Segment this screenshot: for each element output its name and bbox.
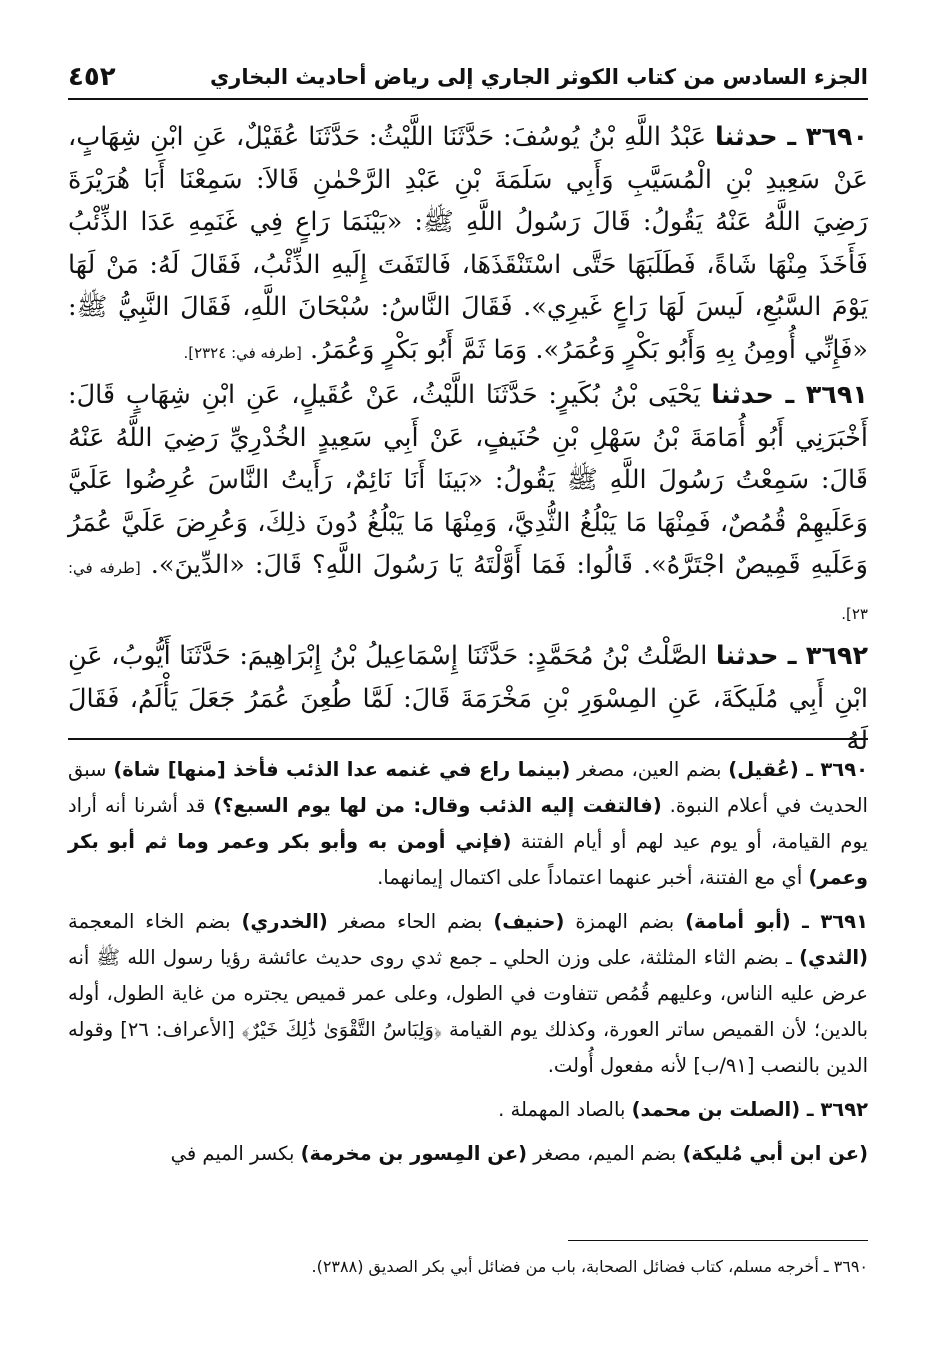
commentary-term: (الخدري) xyxy=(241,910,328,933)
running-title: الجزء السادس من كتاب الكوثر الجاري إلى رياض أحاديث البخاري xyxy=(210,65,868,89)
commentary-3692 xyxy=(68,1092,868,1128)
commentary-text: سبق الحديث في أعلام النبوة. xyxy=(68,758,868,817)
commentary-term: (فإني أومن به وأبو بكر وعمر وما ثم أبو بكر وعمر) xyxy=(68,830,868,889)
commentary-block xyxy=(68,752,868,1180)
hadith-3690 xyxy=(68,116,868,374)
commentary-text: بضم الميم، مصغر xyxy=(527,1142,683,1165)
commentary-3691 xyxy=(68,904,868,1084)
footnote: ٣٦٩٠ ـ أخرجه مسلم، كتاب فضائل الصحابة، باب من فضائل أبي بكر الصديق (٢٣٨٨). xyxy=(311,1257,868,1276)
commentary-text: بالصاد المهملة . xyxy=(498,1098,632,1121)
commentary-term: (فالتفت إليه الذئب وقال: من لها يوم السبع؟) xyxy=(213,794,662,817)
commentary-text: بكسر الميم في xyxy=(170,1142,301,1165)
commentary-term: (حنيف) xyxy=(493,910,565,933)
hadith-text-block xyxy=(68,116,868,763)
commentary-term: ٣٦٩٠ ـ (عُقيل) xyxy=(728,758,869,781)
hadith-number: ٣٦٩٢ ـ حدثنا xyxy=(715,641,869,671)
commentary-term: (عن ابن أبي مُليكة) xyxy=(682,1142,868,1165)
commentary-text: ـ بضم الثاء المثلثة، على وزن الحلي ـ جمع ثدي روى حديث عائشة رؤيا رسول الله ﷺ أنه عرض عليه الناس، وعليهم قُمُص تتفاوت في الطول، وعلى عمر قميص يجتره من غاية الطول، أوله بالدين؛ لأن القميص ساتر العورة، وكذلك يوم القيامة ﴿وَلِبَاسُ التَّقْوَىٰ ذَٰلِكَ خَيْرٌ﴾ [الأعراف: ٢٦] وقوله الدين بالنصب [٩١/ب] لأنه مفعول أُولت. xyxy=(68,946,869,1077)
footnote-rule xyxy=(568,1240,868,1241)
hadith-body: يَحْيَى بْنُ بُكَيرٍ: حَدَّثَنَا اللَّيْثُ، عَنْ عُقَيلٍ، عَنِ ابْنِ شِهَابٍ قَالَ: أَخْبَرَنِي أَبُو أُمَامَةَ بْنُ سَهْلِ بْنِ حُنَيفٍ، عَنْ أَبِي سَعِيدٍ الخُدْرِيِّ رَضِيَ اللَّهُ عَنْهُ قَالَ: سَمِعْتُ رَسُولَ اللَّهِ ﷺ يَقُولُ: «بَينَا أَنَا نَائِمٌ، رَأَيتُ النَّاسَ عُرِضُوا عَلَيَّ وَعَلَيهِمْ قُمُصٌ، فَمِنْهَا مَا يَبْلُغُ الثُّدِيَّ، وَمِنْهَا مَا يَبْلُغُ دُونَ ذلِكَ، وَعُرِضَ عَلَيَّ عُمَرُ وَعَلَيهِ قَمِيصٌ اجْتَرَّهُ». قَالُوا: فَمَا أَوَّلْتَهُ يَا رَسُولَ اللَّهِ؟ قَالَ: «الدِّينَ». xyxy=(68,380,868,580)
commentary-3690 xyxy=(68,752,868,896)
hadith-number: ٣٦٩١ ـ حدثنا xyxy=(711,380,868,410)
page-number: ٤٥٢ xyxy=(68,62,116,92)
commentary-term: (عن المِسور بن مخرمة) xyxy=(300,1142,528,1165)
commentary-text: أي مع الفتنة، أخبر عنهما اعتماداً على اكتمال إيمانهما. xyxy=(377,866,809,889)
commentary-text: بضم الخاء المعجمة xyxy=(68,910,242,933)
commentary-term: (بينما راع في غنمه عدا الذئب فأخذ [منها] شاة) xyxy=(113,758,571,781)
commentary-term: (الثدي) xyxy=(799,946,868,969)
hadith-cross-reference: [طرفه في: ٢٣٢٤]. xyxy=(183,343,302,362)
hadith-cross-reference: [طرفه في: ٢٣]. xyxy=(68,559,868,623)
hadith-3692 xyxy=(68,635,868,763)
commentary-term: ٣٦٩٢ ـ (الصلت بن محمد) xyxy=(631,1098,868,1121)
commentary-text: بضم الحاء مصغر xyxy=(327,910,494,933)
hadith-body: عَبْدُ اللَّهِ بْنُ يُوسُفَ: حَدَّثَنَا اللَّيْثُ: حَدَّثَنَا عُقَيْلٌ، عَنِ ابْنِ شِهَابٍ، عَنْ سَعِيدِ بْنِ الْمُسَيَّبِ وَأَبِي سَلَمَةَ بْنِ عَبْدِ الرَّحْمٰنِ قَالاَ: سَمِعْنَا أَبَا هُرَيْرَةَ رَضِيَ اللَّهُ عَنْهُ يَقُولُ: قَالَ رَسُولُ اللَّهِ ﷺ: «بَيْنَمَا رَاعٍ فِي غَنَمِهِ عَدَا الذِّئْبُ فَأَخَذَ مِنْهَا شَاةً، فَطَلَبَهَا حَتَّى اسْتَنْقَذَهَا، فَالتَفَتَ إِلَيهِ الذِّئْبُ، فَقَالَ لَهُ: مَنْ لَهَا يَوْمَ السَّبُعِ، لَيسَ لَهَا رَاعٍ غَيرِي». فَقَالَ النَّاسُ: سُبْحَانَ اللَّهِ، فَقَالَ النَّبِيُّ ﷺ: «فَإِنِّي أُومِنُ بِهِ وَأَبُو بَكْرٍ وَعُمَرُ». وَمَا ثَمَّ أَبُو بَكْرٍ وَعُمَرُ. xyxy=(68,122,868,365)
commentary-term: ٣٦٩١ ـ (أبو أمامة) xyxy=(685,910,868,933)
commentary-3692-continued xyxy=(68,1136,868,1172)
section-divider xyxy=(68,738,868,740)
commentary-text: بضم الهمزة xyxy=(564,910,686,933)
commentary-text: بضم العين، مصغر xyxy=(570,758,729,781)
page-header xyxy=(68,56,868,100)
commentary-text: قد أشرنا أنه أراد يوم القيامة، أو يوم عيد لهم أو أيام الفتنة xyxy=(68,794,868,853)
hadith-3691 xyxy=(68,374,868,635)
hadith-body: الصَّلْتُ بْنُ مُحَمَّدٍ: حَدَّثَنَا إِسْمَاعِيلُ بْنُ إِبْرَاهِيمَ: حَدَّثَنَا أَيُّوبُ، عَنِ ابْنِ أَبِي مُلَيكَةَ، عَنِ المِسْوَرِ بْنِ مَخْرَمَةَ قَالَ: لَمَّا طُعِنَ عُمَرُ جَعَلَ يَأْلَمُ، فَقَالَ لَهُ xyxy=(68,641,868,756)
hadith-number: ٣٦٩٠ ـ حدثنا xyxy=(715,122,869,152)
